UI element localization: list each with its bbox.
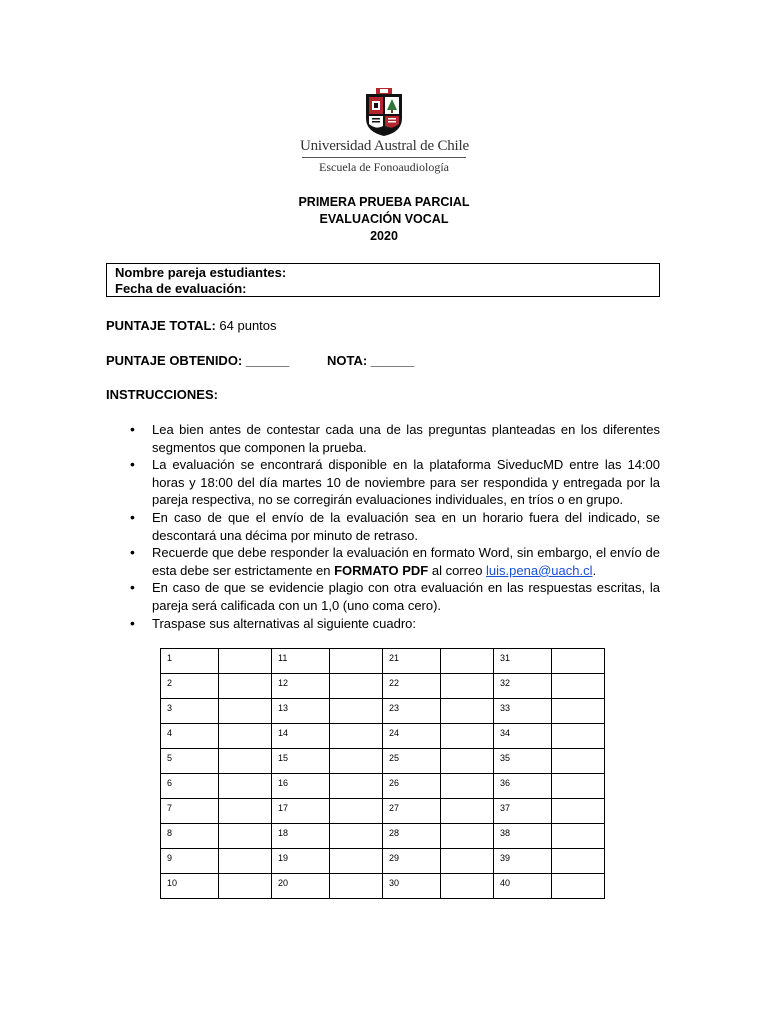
question-number-cell: 25 <box>383 749 441 774</box>
answer-cell[interactable] <box>552 849 605 874</box>
instruction-item: • Lea bien antes de contestar cada una de las preguntas planteadas en los diferentes segmentos que componen la prueba. <box>130 421 660 456</box>
answer-cell[interactable] <box>330 774 383 799</box>
answer-cell[interactable] <box>219 799 272 824</box>
answer-cell[interactable] <box>219 749 272 774</box>
evaluation-date-label: Fecha de evaluación: <box>115 281 247 296</box>
question-number-cell: 19 <box>272 849 330 874</box>
question-number-cell: 10 <box>161 874 219 899</box>
title-line-3: 2020 <box>370 229 398 243</box>
question-number-cell: 3 <box>161 699 219 724</box>
instruction-text: Recuerde que debe responder la evaluación en formato Word, sin embargo, el envío de esta debe ser estrictamente en <box>152 545 660 578</box>
question-number-cell: 33 <box>494 699 552 724</box>
question-number-cell: 27 <box>383 799 441 824</box>
question-number-cell: 29 <box>383 849 441 874</box>
answer-cell[interactable] <box>441 849 494 874</box>
answer-grid-row <box>161 749 605 774</box>
question-number-cell: 34 <box>494 724 552 749</box>
answer-cell[interactable] <box>219 674 272 699</box>
question-number-cell: 2 <box>161 674 219 699</box>
question-number-cell: 31 <box>494 649 552 674</box>
question-number-cell: 40 <box>494 874 552 899</box>
question-number-cell: 13 <box>272 699 330 724</box>
title-line-1: PRIMERA PRUEBA PARCIAL <box>298 195 470 209</box>
answer-grid-row <box>161 724 605 749</box>
instruction-text: . <box>592 562 597 578</box>
instruction-item <box>130 544 660 579</box>
answer-cell[interactable] <box>552 674 605 699</box>
email-link[interactable]: luis.pena@uach.cl <box>486 562 593 578</box>
answer-grid-row <box>161 699 605 724</box>
question-number-cell: 9 <box>161 849 219 874</box>
answer-cell[interactable] <box>552 824 605 849</box>
title-line-2: EVALUACIÓN VOCAL <box>319 212 449 226</box>
answer-cell[interactable] <box>441 824 494 849</box>
answer-cell[interactable] <box>330 799 383 824</box>
question-number-cell: 7 <box>161 799 219 824</box>
question-number-cell: 26 <box>383 774 441 799</box>
school-name: Escuela de Fonoaudiología <box>319 160 449 174</box>
answer-cell[interactable] <box>552 699 605 724</box>
answer-cell[interactable] <box>219 774 272 799</box>
answer-cell[interactable] <box>330 724 383 749</box>
question-number-cell: 4 <box>161 724 219 749</box>
instruction-item: • La evaluación se encontrará disponible en la plataforma SiveducMD entre las 14:00 horas y 18:00 del día martes 10 de noviembre para ser respondida y entregada por la pareja respectiva, no se corregirán evaluaciones individuales, en tríos o en grupo. <box>130 456 660 509</box>
answer-grid-row <box>161 824 605 849</box>
answer-cell[interactable] <box>441 799 494 824</box>
question-number-cell: 17 <box>272 799 330 824</box>
answer-cell[interactable] <box>441 674 494 699</box>
university-logo <box>300 88 468 182</box>
total-score <box>106 318 277 334</box>
answer-grid-row <box>161 874 605 899</box>
question-number-cell: 36 <box>494 774 552 799</box>
answer-cell[interactable] <box>441 749 494 774</box>
answer-cell[interactable] <box>552 799 605 824</box>
question-number-cell: 15 <box>272 749 330 774</box>
answer-cell[interactable] <box>330 674 383 699</box>
question-number-cell: 28 <box>383 824 441 849</box>
student-names-label: Nombre pareja estudiantes: <box>115 265 287 280</box>
question-number-cell: 35 <box>494 749 552 774</box>
format-pdf-emphasis: FORMATO PDF <box>334 562 429 578</box>
answer-cell[interactable] <box>330 749 383 774</box>
answer-cell[interactable] <box>219 824 272 849</box>
answer-cell[interactable] <box>330 699 383 724</box>
total-score-value: 64 puntos <box>219 318 277 333</box>
question-number-cell: 30 <box>383 874 441 899</box>
question-number-cell: 16 <box>272 774 330 799</box>
question-number-cell: 39 <box>494 849 552 874</box>
answer-cell[interactable] <box>441 774 494 799</box>
question-number-cell: 11 <box>272 649 330 674</box>
logo-divider <box>302 157 466 158</box>
answer-grid-row <box>161 849 605 874</box>
obtained-score-label: PUNTAJE OBTENIDO: ______ <box>106 353 290 368</box>
question-number-cell: 38 <box>494 824 552 849</box>
instructions-heading: INSTRUCCIONES: <box>106 387 218 402</box>
question-number-cell: 6 <box>161 774 219 799</box>
answer-cell[interactable] <box>441 699 494 724</box>
question-number-cell: 24 <box>383 724 441 749</box>
question-number-cell: 22 <box>383 674 441 699</box>
total-score-label: PUNTAJE TOTAL: <box>106 318 216 333</box>
answer-grid-row <box>161 649 605 674</box>
exam-title <box>184 194 584 245</box>
student-info-box <box>106 263 660 297</box>
answer-grid-row <box>161 774 605 799</box>
question-number-cell: 23 <box>383 699 441 724</box>
question-number-cell: 14 <box>272 724 330 749</box>
instructions-list <box>130 421 660 632</box>
answer-cell[interactable] <box>441 874 494 899</box>
grade-label: NOTA: ______ <box>327 353 415 368</box>
answer-grid <box>160 648 605 899</box>
answer-cell[interactable] <box>552 774 605 799</box>
answer-cell[interactable] <box>552 874 605 899</box>
answer-cell[interactable] <box>330 824 383 849</box>
answer-cell[interactable] <box>219 849 272 874</box>
question-number-cell: 8 <box>161 824 219 849</box>
answer-cell[interactable] <box>330 849 383 874</box>
answer-cell[interactable] <box>219 724 272 749</box>
instruction-item: • Traspase sus alternativas al siguiente cuadro: <box>130 615 660 633</box>
question-number-cell: 37 <box>494 799 552 824</box>
answer-cell[interactable] <box>330 874 383 899</box>
question-number-cell: 20 <box>272 874 330 899</box>
question-number-cell: 12 <box>272 674 330 699</box>
answer-grid-row <box>161 674 605 699</box>
answer-cell[interactable] <box>219 874 272 899</box>
answer-cell[interactable] <box>330 649 383 674</box>
answer-grid-row <box>161 799 605 824</box>
university-crest-icon <box>362 88 406 136</box>
answer-cell[interactable] <box>552 724 605 749</box>
question-number-cell: 32 <box>494 674 552 699</box>
question-number-cell: 18 <box>272 824 330 849</box>
answer-cell[interactable] <box>219 699 272 724</box>
answer-cell[interactable] <box>552 749 605 774</box>
answer-cell[interactable] <box>552 649 605 674</box>
answer-cell[interactable] <box>441 649 494 674</box>
answer-cell[interactable] <box>219 649 272 674</box>
question-number-cell: 21 <box>383 649 441 674</box>
instruction-text: al correo <box>428 562 487 578</box>
university-name: Universidad Austral de Chile <box>300 138 469 154</box>
question-number-cell: 5 <box>161 749 219 774</box>
instruction-item: • En caso de que se evidencie plagio con otra evaluación en las respuestas escritas, la pareja será calificada con un 1,0 (uno coma cero). <box>130 579 660 614</box>
instruction-item: • En caso de que el envío de la evaluación sea en un horario fuera del indicado, se descontará una décima por minuto de retraso. <box>130 509 660 544</box>
question-number-cell: 1 <box>161 649 219 674</box>
answer-cell[interactable] <box>441 724 494 749</box>
